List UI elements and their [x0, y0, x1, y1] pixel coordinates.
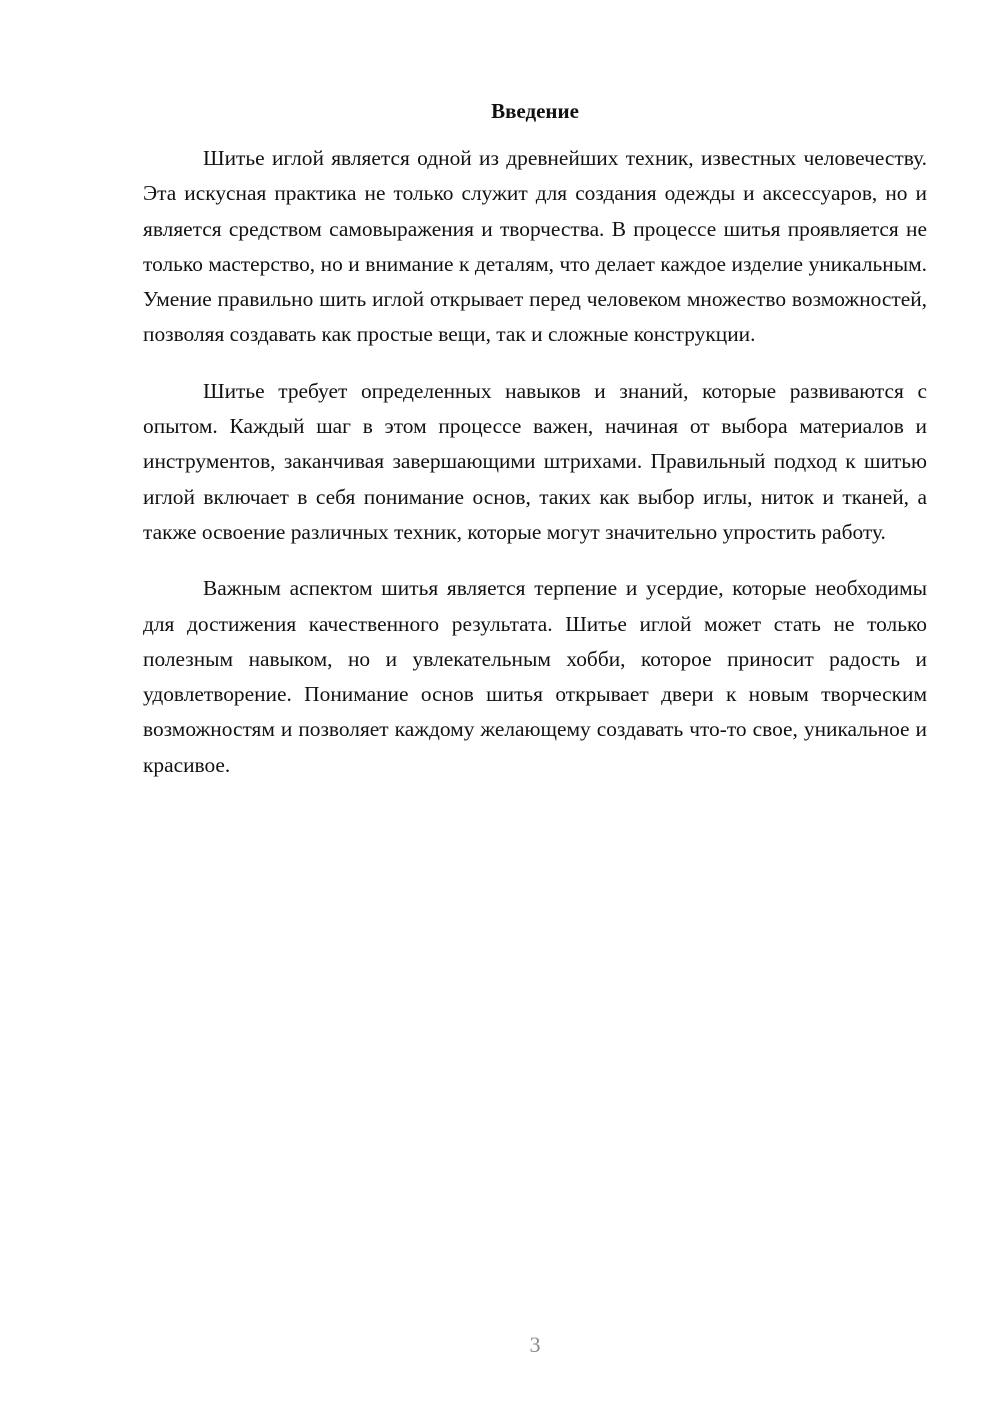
paragraph-1: Шитье иглой является одной из древнейших техник, известных человечеству. Эта искусная практика не только служит для создания одежды и аксессуаров, но и является средством самовыражения и творчества. В процессе шитья проявляется не только мастерство, но и внимание к деталям, что делает каждое изделие уникальным. Умение правильно шить иглой открывает перед человеком множество возможностей, позволяя создавать как простые вещи, так и сложные конструкции. [143, 146, 927, 347]
page-number: 3 [529, 1332, 541, 1357]
page-content [143, 95, 927, 783]
paragraph-3: Важным аспектом шитья является терпение и усердие, которые необходимы для достижения качественного результата. Шитье иглой может стать не только полезным навыком, но и увлекательным хобби, которое приносит радость и удовлетворение. Понимание основ шитья открывает двери к новым творческим возможностям и позволяет каждому желающему создавать что-то свое, уникальное и красивое. [143, 576, 927, 777]
section-heading: Введение [491, 99, 579, 123]
paragraph-2: Шитье требует определенных навыков и знаний, которые развиваются с опытом. Каждый шаг в этом процессе важен, начиная от выбора материалов и инструментов, заканчивая завершающими штрихами. Правильный подход к шитью иглой включает в себя понимание основ, таких как выбор иглы, ниток и тканей, а также освоение различных техник, которые могут значительно упростить работу. [143, 378, 927, 544]
